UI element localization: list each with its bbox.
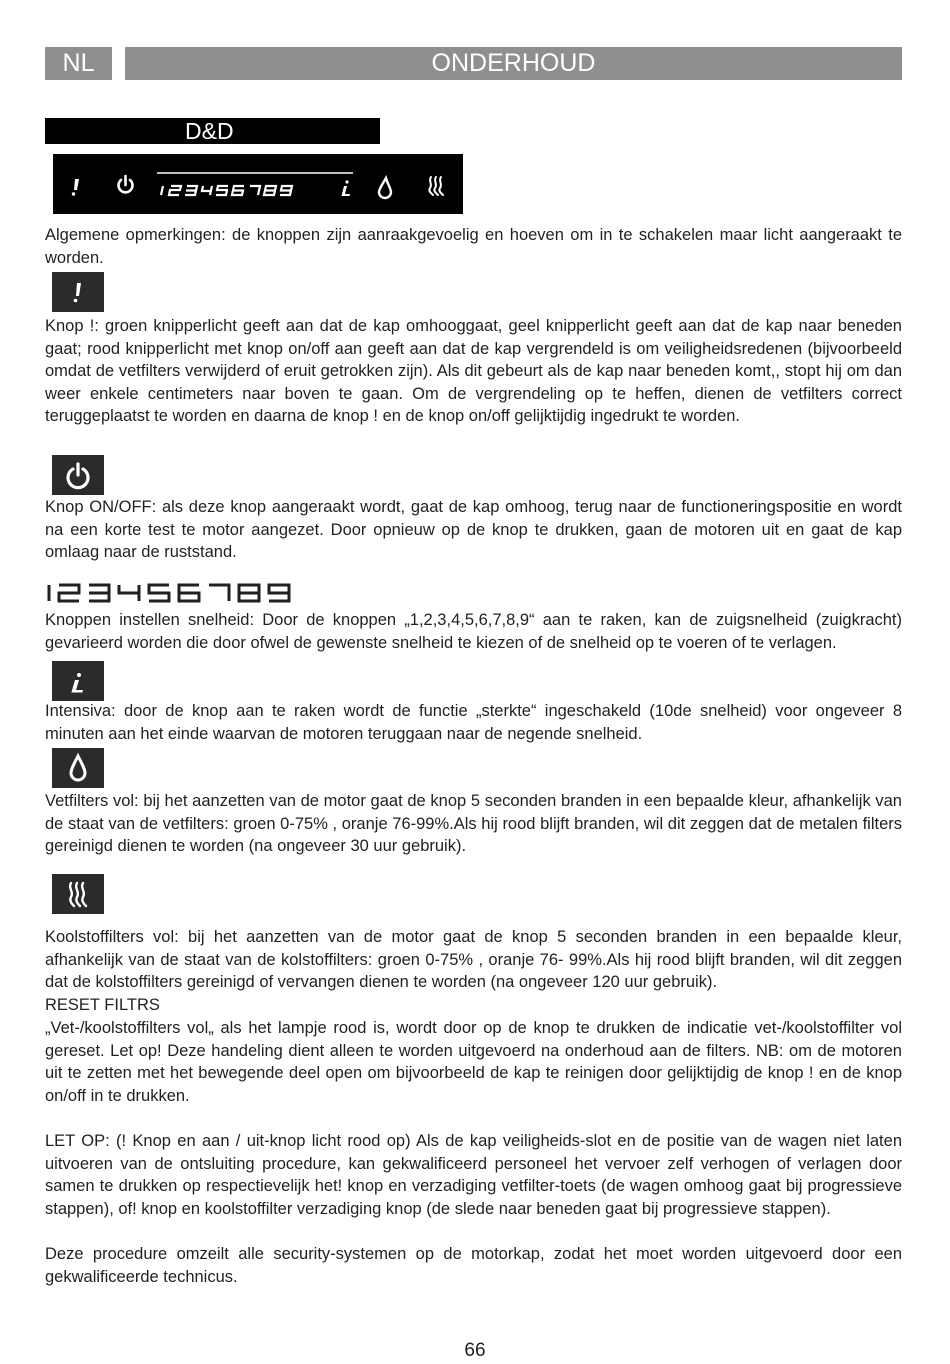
- carbon-filter-icon: [429, 177, 443, 195]
- speed-paragraph: Knoppen instellen snelheid: Door de knoppen „1,2,3,4,5,6,7,8,9“ aan te raken, kan de zuigsnelheid (zuigkracht) gevarieerd worden die door ofwel de gewenste snelheid te kiezen of de snelheid op te voeren of te verlagen.: [45, 611, 902, 652]
- language-label: NL: [45, 47, 112, 80]
- exclamation-paragraph: Knop !: groen knipperlicht geeft aan dat de kap omhooggaat, geel knipperlicht geeft aan dat de kap naar beneden gaat; rood knipperlicht met knop on/off aan geeft aan dat de kap vergrendeld is om veiligheidsredenen (bijvoorbeeld omdat de vetfilters verwijderd of eruit getrokken zijn). Als dit gebeurt als de kap naar beneden komt,, stopt hij om dan weer enkele centimeters naar boven te gaan. Om de vergrendeling op te heffen, dienen de vetfilters correct teruggeplaatst te worden en daarna de knop ! en de knop on/off gelijktijdig ingedrukt te worden.: [45, 317, 902, 426]
- procedure-paragraph: Deze procedure omzeilt alle security-systemen op de motorkap, zodat het moet worden uitgevoerd door een gekwalificeerde technicus.: [45, 1245, 902, 1286]
- onoff-paragraph: Knop ON/OFF: als deze knop aangeraakt wordt, gaat de kap omhoog, terug naar de functioneringspositie en wordt na een korte test te motor aangezet. Door opnieuw op de knop te drukken, gaan de motoren uit en gaat de kap omlaag naar de ruststand.: [45, 498, 902, 562]
- vetfilters-paragraph: Vetfilters vol: bij het aanzetten van de motor gaat de knop 5 seconden branden in een bepaalde kleur, afhankelijk van de staat van de vetfilters: groen 0-75% , oranje 76-99%.Als hij rood blijft branden, wil dit zeggen dat de metalen filters gereinigd dienen te worden (na ongeveer 30 uur gebruik).: [45, 792, 902, 856]
- model-heading: [45, 118, 380, 144]
- exclamation-button-icon: [52, 272, 104, 312]
- reset-title: RESET FILTRS: [45, 996, 160, 1014]
- page-number: 66: [464, 1340, 486, 1361]
- letop-paragraph: LET OP: (! Knop en aan / uit-knop licht rood op) Als de kap veiligheids-slot en de positie van de wagen niet laten uitvoeren van de ontsluiting procedure, kan gekwalificeerd personeel het vervoer zelf verhogen of verlagen door samen te drukken op respectievelijk het! knop en verzadiging vetfilter-toets (de wagen omhoog gaat bij progressieve stappen), of! knop en koolstoffilter verzadiging knop (de slede naar beneden gaat bij progressieve stappen).: [45, 1132, 902, 1218]
- speed-digits-icon: [161, 186, 292, 195]
- carbon-filter-button-icon: [52, 874, 104, 914]
- grease-drop-icon: [379, 178, 391, 198]
- power-button-icon: [52, 455, 104, 495]
- reset-paragraph: „Vet-/koolstoffilters vol„ als het lampje rood is, wordt door op de knop te drukken de indicatie vet-/koolstoffilter vol gereset. Let op! Deze handeling dient alleen te worden uitgevoerd na onderhoud aan de filters. NB: om de motoren uit te zetten met het bewegende deel open om bijvoorbeeld de kap te reinigen door gelijktijdig de knop ! en de knop on/off in te drukken.: [45, 1019, 902, 1105]
- page-title: ONDERHOUD: [125, 47, 902, 80]
- model-label: D&D: [185, 118, 234, 144]
- intro-paragraph: Algemene opmerkingen: de knoppen zijn aanraakgevoelig en hoeven om in te schakelen maar licht aangeraakt te worden.: [45, 226, 902, 267]
- speed-digits-icon: [45, 583, 315, 608]
- control-panel-image: [53, 154, 463, 214]
- grease-filter-button-icon: [52, 748, 104, 788]
- exclamation-icon: [72, 179, 79, 196]
- intensiva-paragraph: Intensiva: door de knop aan te raken wordt de functie „sterkte“ ingeschakeld (10de snelheid) voor ongeveer 8 minuten aan het einde waarvan de motoren teruggaan naar de negende snelheid.: [45, 702, 902, 743]
- power-icon: [119, 176, 133, 192]
- intensive-button-icon: [52, 661, 104, 701]
- intensive-icon: [342, 180, 351, 196]
- koolstof-paragraph: Koolstoffilters vol: bij het aanzetten van de motor gaat de knop 5 seconden branden in een bepaalde kleur, afhankelijk van de staat van de kolstoffilters: groen 0-75% , oranje 76- 99%.Als hij rood blijft branden, wil dit zeggen dat de kolstoffilters gereinigd of vervangen dienen te worden (na ongeveer 120 uur gebruik).: [45, 928, 902, 992]
